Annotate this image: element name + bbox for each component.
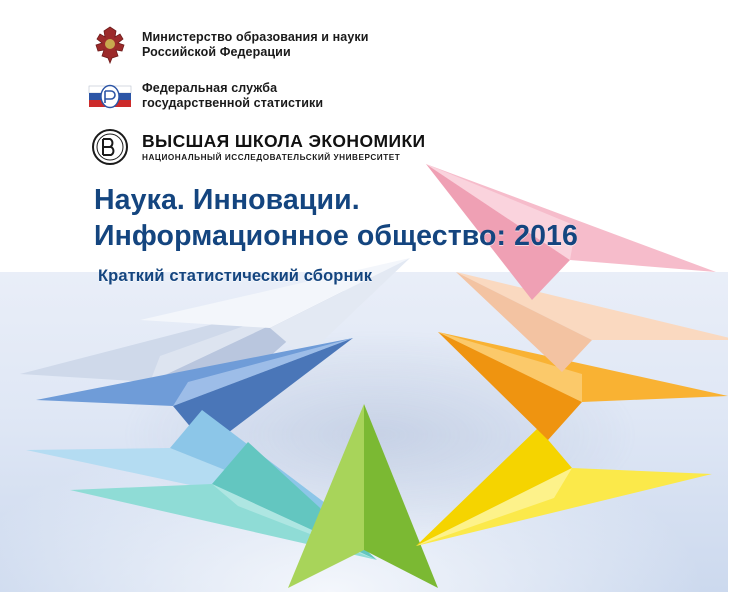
logo-ministry-text [142,30,369,61]
logo-hse-text [142,132,426,161]
logo-rosstat-line2: государственной статистики [142,96,324,110]
logo-rosstat-line1: Федеральная служба [142,80,278,95]
logo-rosstat [88,75,426,117]
russian-coat-of-arms-icon [88,24,132,66]
page-title [94,182,694,255]
page-subtitle: Краткий статистический сборник [98,266,373,285]
logo-ministry [88,24,426,66]
cover-right-margin [728,0,740,592]
logo-hse [88,126,426,168]
logo-ministry-line1: Министерство образования и науки [142,29,369,44]
logo-ministry-line2: Российской Федерации [142,45,291,59]
logo-hse-subtitle: НАЦИОНАЛЬНЫЙ ИССЛЕДОВАТЕЛЬСКИЙ УНИВЕРСИТЕТ [142,152,401,162]
page-title-line2: Информационное общество: 2016 [94,220,578,253]
logo-block [88,24,426,177]
logo-rosstat-text [142,81,323,112]
page-title-line1: Наука. Инновации. [94,184,360,216]
cover-title-block [94,182,694,286]
hse-emblem-icon [88,126,132,168]
rosstat-emblem-icon [88,75,132,117]
logo-hse-title: ВЫСШАЯ ШКОЛА ЭКОНОМИКИ [142,131,426,152]
